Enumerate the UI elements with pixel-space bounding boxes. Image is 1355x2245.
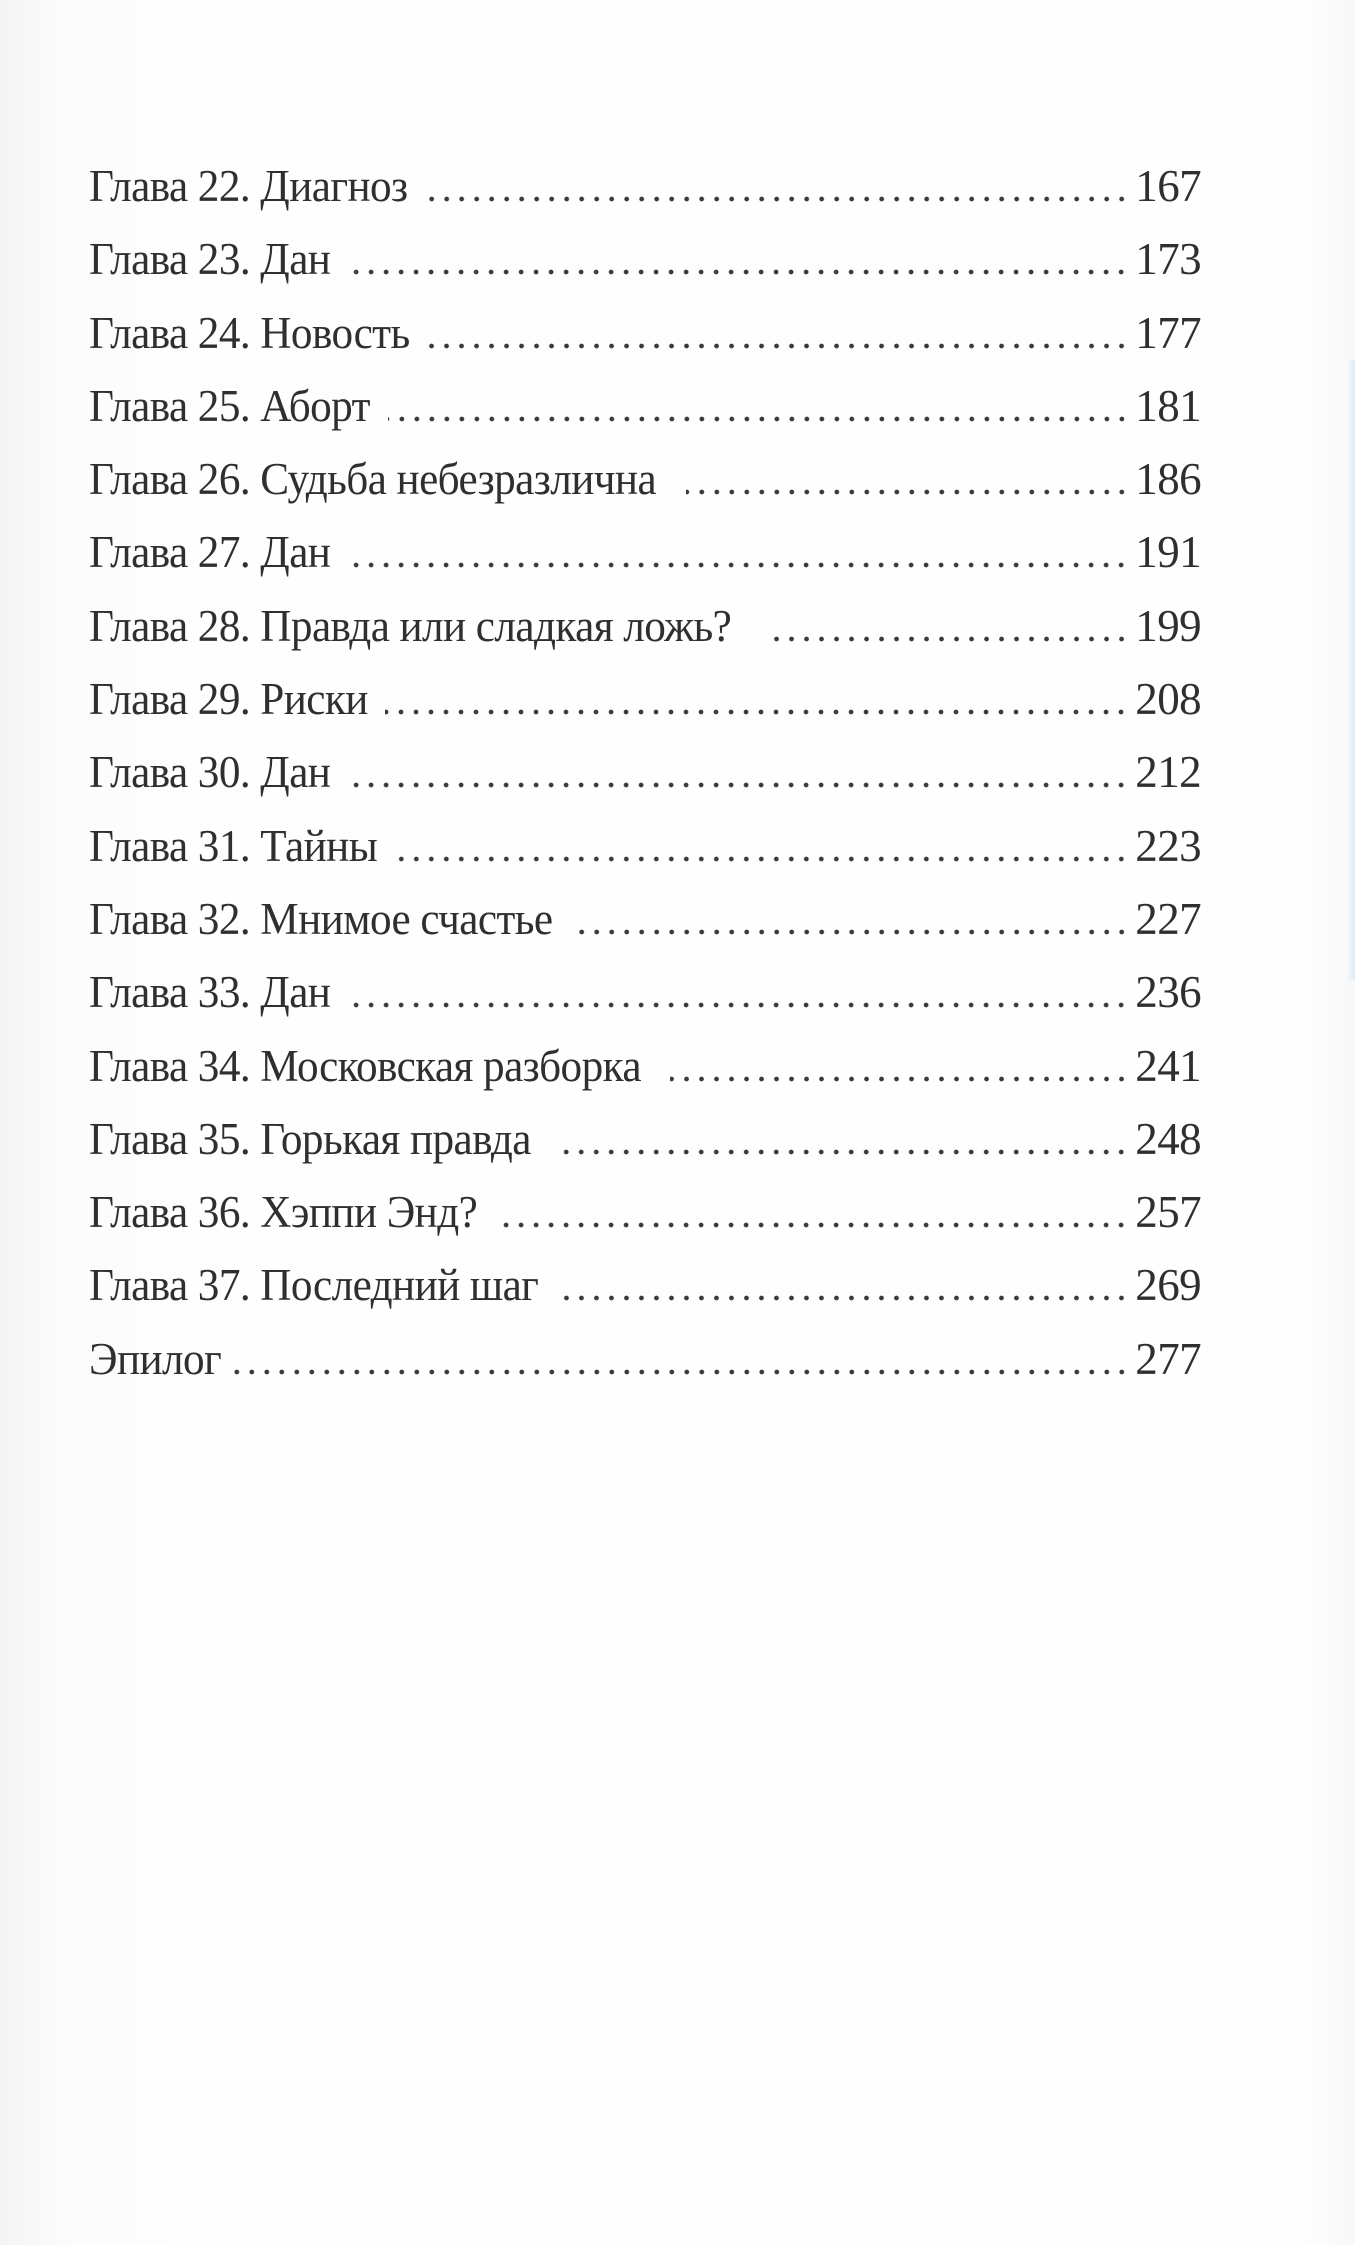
dot-leader: [764, 636, 1129, 642]
dot-leader: [346, 782, 1129, 788]
dot-leader: [499, 1222, 1129, 1228]
toc-entry: [89, 1040, 1201, 1113]
toc-entry-page: 257: [1135, 1187, 1201, 1238]
dot-leader: [346, 269, 1129, 275]
dot-leader: [578, 929, 1129, 935]
dot-leader: [385, 709, 1129, 715]
toc-entry-title: Глава 31. Тайны: [89, 820, 378, 871]
toc-entry-page: 208: [1135, 674, 1201, 725]
toc-entry-title: Глава 29. Риски: [89, 674, 368, 725]
toc-entry-title: Глава 37. Последний шаг: [89, 1260, 539, 1311]
toc-entry: [89, 1186, 1201, 1259]
toc-entry: [89, 1333, 1201, 1406]
toc-entry: [89, 307, 1201, 380]
dot-leader: [427, 196, 1129, 202]
toc-entry-page: 277: [1135, 1333, 1201, 1384]
toc-entry-title: Глава 36. Хэппи Энд?: [89, 1187, 478, 1238]
toc-entry-title: Глава 24. Новость: [89, 307, 410, 358]
toc-entry-title: Глава 33. Дан: [89, 967, 331, 1018]
toc-entry: [89, 1113, 1201, 1186]
dot-leader: [429, 343, 1129, 349]
toc-entry: [89, 820, 1201, 893]
toc-entry-page: 186: [1135, 454, 1201, 505]
toc-entry-title: Глава 22. Диагноз: [89, 161, 408, 211]
dot-leader: [233, 1369, 1129, 1375]
toc-entry-page: 177: [1135, 307, 1201, 358]
toc-entry: [89, 746, 1201, 819]
toc-entry-title: Глава 30. Дан: [89, 747, 331, 798]
toc-entry-page: 241: [1135, 1040, 1201, 1091]
dot-leader: [686, 489, 1129, 495]
toc-entry-title: Глава 28. Правда или сладкая ложь?: [89, 600, 732, 651]
toc-entry-page: 199: [1135, 600, 1201, 651]
dot-leader: [346, 562, 1129, 568]
toc-entry-title: Эпилог: [89, 1333, 222, 1384]
toc-entry: [89, 966, 1201, 1039]
toc-entry-page: 191: [1135, 527, 1201, 578]
toc-entry-page: 212: [1135, 747, 1201, 798]
page-edge-tint: [1347, 360, 1355, 980]
toc-entry: [89, 233, 1201, 306]
toc-entry: [89, 453, 1201, 526]
toc-entry: [89, 1259, 1201, 1332]
toc-entry-page: 227: [1135, 893, 1201, 944]
dot-leader: [346, 1002, 1129, 1008]
toc-entry-page: 236: [1135, 967, 1201, 1018]
toc-entry-title: Глава 34. Московская разборка: [89, 1040, 641, 1091]
toc-entry-page: 223: [1135, 820, 1201, 871]
dot-leader: [388, 416, 1129, 422]
toc-entry-title: Глава 25. Аборт: [89, 380, 370, 431]
dot-leader: [555, 1149, 1129, 1155]
toc-entry-title: Глава 23. Дан: [89, 234, 331, 285]
toc-entry-title: Глава 27. Дан: [89, 527, 331, 578]
toc-entry: [89, 380, 1201, 453]
table-of-contents: [89, 160, 1201, 1406]
toc-entry: [89, 673, 1201, 746]
toc-entry-page: 181: [1135, 380, 1201, 431]
toc-entry-title: Глава 26. Судьба небезразлична: [89, 454, 657, 505]
toc-entry-page: 269: [1135, 1260, 1201, 1311]
toc-entry-page: 167: [1135, 161, 1201, 211]
dot-leader: [563, 1295, 1129, 1301]
toc-entry: [89, 160, 1201, 233]
toc-entry: [89, 893, 1201, 966]
dot-leader: [670, 1076, 1129, 1082]
dot-leader: [395, 856, 1129, 862]
toc-entry: [89, 526, 1201, 599]
toc-entry-title: Глава 32. Мнимое счастье: [89, 893, 553, 944]
toc-entry: [89, 600, 1201, 673]
toc-entry-page: 248: [1135, 1113, 1201, 1164]
toc-entry-page: 173: [1135, 234, 1201, 285]
toc-entry-title: Глава 35. Горькая правда: [89, 1113, 531, 1164]
